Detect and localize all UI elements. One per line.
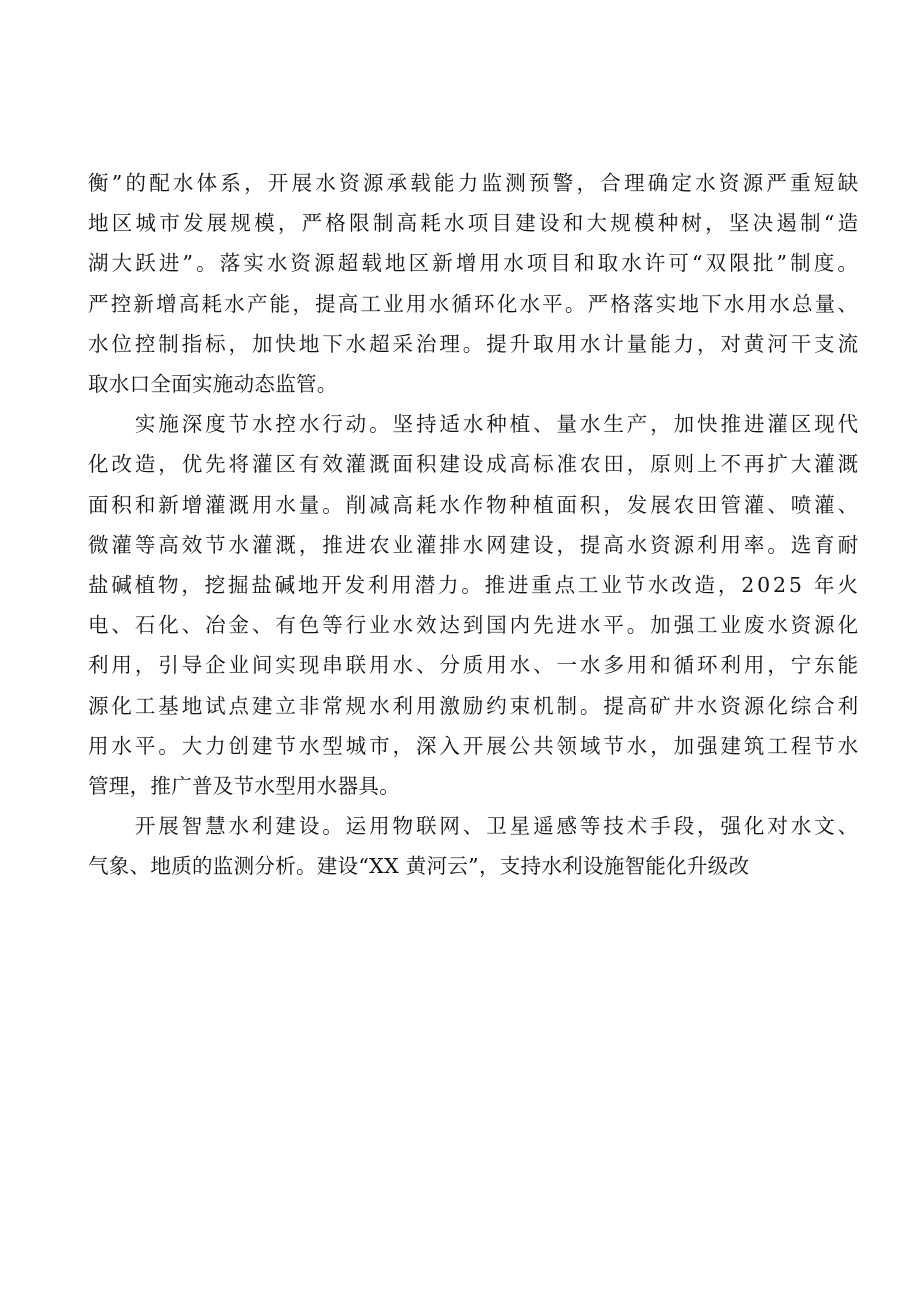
text-line: 湖大跃进”。落实水资源超载地区新增用水项目和取水许可“双限批”制度。	[88, 251, 861, 276]
text-line: 电、石化、冶金、有色等行业水效达到国内先进水平。加强工业废水资源化	[88, 613, 862, 638]
text-line: 实施深度节水控水行动。坚持适水种植、量水生产，加快推进灌区现代	[88, 412, 862, 437]
text-line: 用水平。大力创建节水型城市，深入开展公共领域节水，加强建筑工程节水	[88, 733, 862, 758]
text-line: 取水口全面实施动态监管。	[88, 372, 338, 396]
text-line: 盐碱植物，挖掘盐碱地开发利用潜力。推进重点工业节水改造，2025 年火	[88, 573, 861, 597]
text-line: 衡”的配水体系，开展水资源承载能力监测预警，合理确定水资源严重短缺	[88, 171, 862, 195]
text-line: 开展智慧水利建设。运用物联网、卫星遥感等技术手段，强化对水文、	[88, 814, 862, 839]
text-line: 化改造，优先将灌区有效灌溉面积建设成高标准农田，原则上不再扩大灌溉	[88, 452, 862, 477]
text-line: 利用，引导企业间实现串联用水、分质用水、一水多用和循环利用，宁东能	[88, 653, 862, 678]
text-line: 面积和新增灌溉用水量。削减高耗水作物种植面积，发展农田管灌、喷灌、	[88, 492, 862, 517]
text-line: 源化工基地试点建立非常规水利用激励约束机制。提高矿井水资源化综合利	[88, 693, 862, 718]
text-line: 微灌等高效节水灌溉，推进农业灌排水网建设，提高水资源利用率。选育耐	[88, 532, 862, 557]
text-line: 水位控制指标，加快地下水超采治理。提升取用水计量能力，对黄河干支流	[88, 331, 862, 356]
text-line: 气象、地质的监测分析。建设“XX 黄河云”，支持水利设施智能化升级改	[88, 854, 750, 879]
text-line: 管理，推广普及节水型用水器具。	[88, 774, 400, 798]
text-line: 地区城市发展规模，严格限制高耗水项目建设和大规模种树，坚决遏制“造	[88, 211, 862, 236]
text-line: 严控新增高耗水产能，提高工业用水循环化水平。严格落实地下水用水总量、	[88, 291, 861, 316]
